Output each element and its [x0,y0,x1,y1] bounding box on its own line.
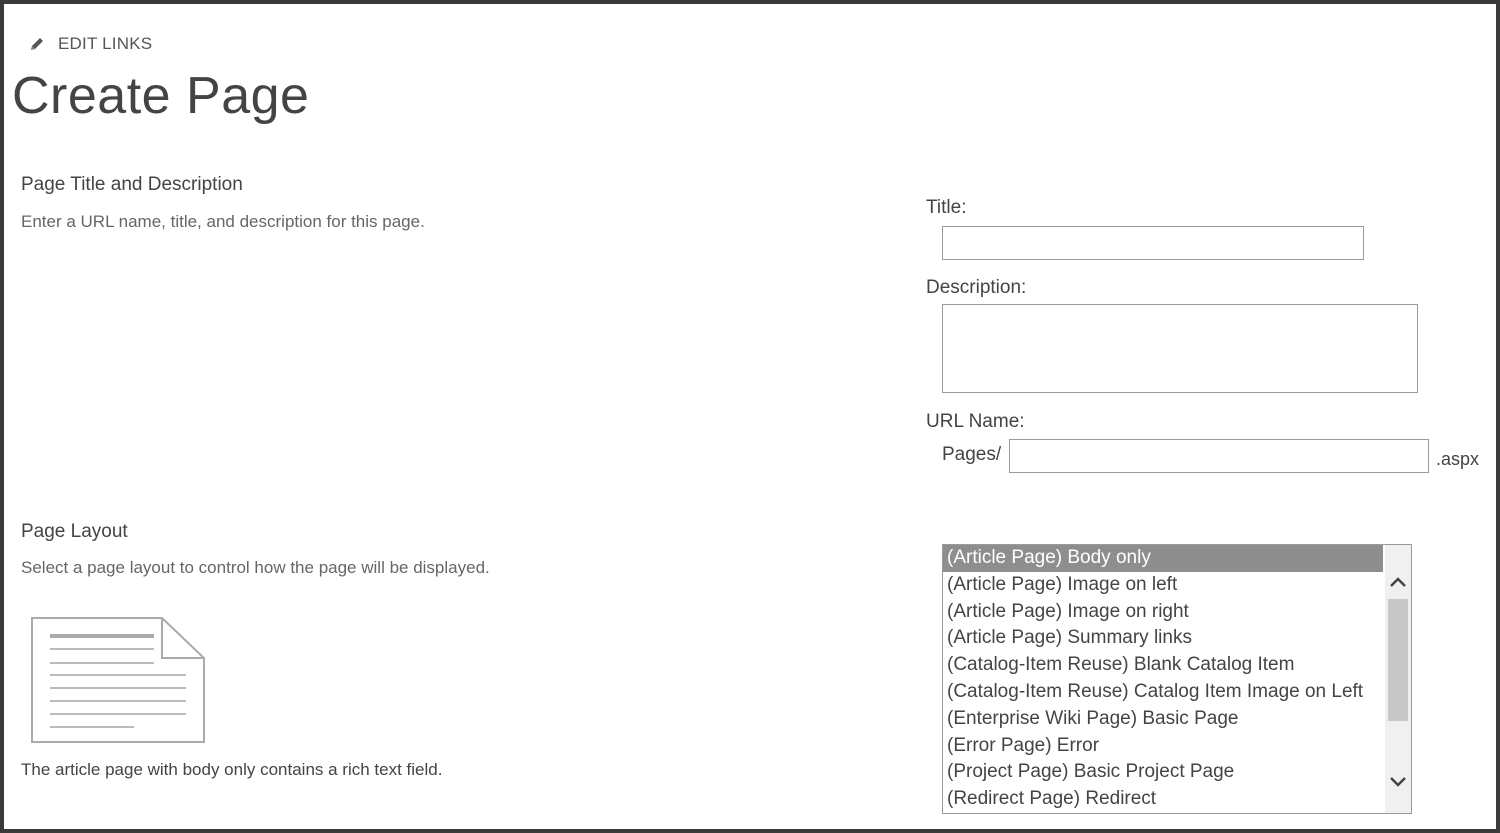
create-page-window [4,4,1496,829]
title-label: Title: [926,197,967,218]
layout-option[interactable]: (Project Page) Basic Project Page [947,761,1235,783]
layout-option[interactable]: (Catalog-Item Reuse) Catalog Item Image on Left [947,680,1364,702]
title-section-heading: Page Title and Description [21,174,243,195]
description-textarea[interactable] [942,304,1418,393]
layout-option[interactable]: (Redirect Page) Redirect [947,788,1157,810]
layout-section-heading: Page Layout [21,521,128,542]
layout-option[interactable]: (Article Page) Summary links [947,627,1192,649]
scroll-thumb[interactable] [1388,599,1408,721]
page-layout-listbox[interactable] [942,544,1412,814]
title-input[interactable] [942,226,1364,260]
listbox-scrollbar[interactable] [1385,545,1411,813]
layout-option[interactable]: (Article Page) Image on left [947,573,1178,595]
document-page-icon [30,616,206,744]
layout-section-description: Select a page layout to control how the page will be displayed. [21,558,490,577]
layout-option[interactable]: (Enterprise Wiki Page) Basic Page [947,707,1239,729]
page-layout-options [943,545,1383,813]
title-section-description: Enter a URL name, title, and description for this page. [21,212,425,231]
url-prefix: Pages/ [942,444,1002,465]
chevron-up-icon [1389,576,1407,588]
edit-links-label: EDIT LINKS [58,34,153,53]
pencil-icon [28,35,46,53]
chevron-down-icon [1389,776,1407,788]
scroll-down-button[interactable] [1385,769,1411,795]
page-title: Create Page [12,67,310,125]
layout-option[interactable]: (Error Page) Error [947,734,1100,756]
scroll-up-button[interactable] [1385,569,1411,595]
layout-option[interactable]: (Article Page) Image on right [947,600,1189,622]
url-name-label: URL Name: [926,411,1025,432]
layout-option[interactable]: (Article Page) Body only [943,545,1383,572]
url-suffix: .aspx [1436,449,1480,469]
layout-preview-caption: The article page with body only contains a rich text field. [21,760,443,779]
url-name-input[interactable] [1009,439,1429,473]
description-label: Description: [926,277,1027,298]
layout-option[interactable]: (Catalog-Item Reuse) Blank Catalog Item [947,654,1295,676]
edit-links-button[interactable] [28,34,152,54]
